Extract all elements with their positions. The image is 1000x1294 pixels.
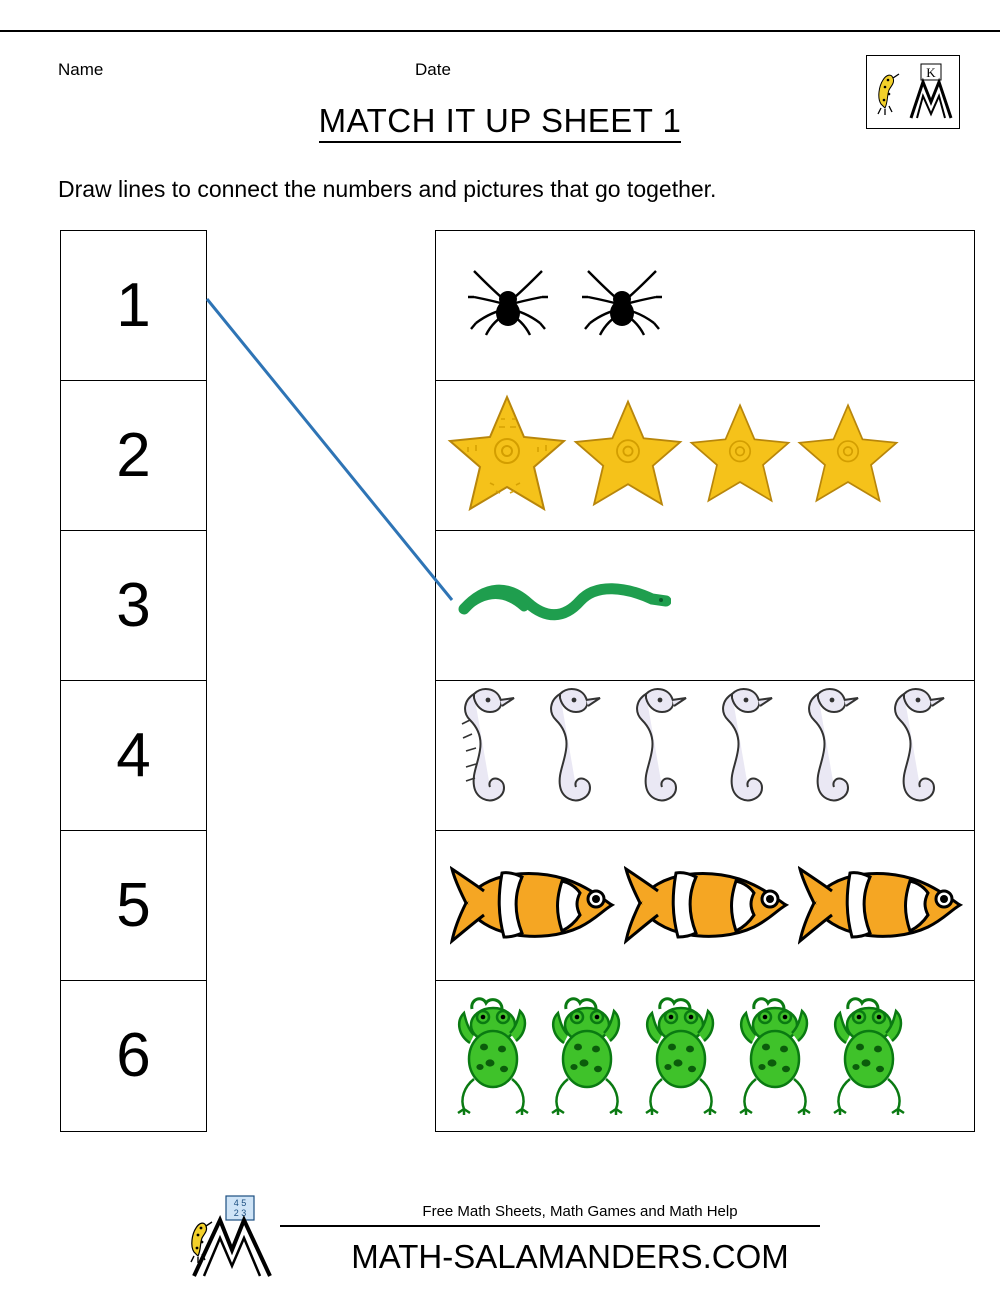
number-value: 3	[116, 570, 151, 640]
footer	[0, 1190, 1000, 1287]
seahorse-icon	[792, 678, 876, 833]
picture-cell-snake[interactable]	[436, 531, 974, 681]
picture-cell-frogs[interactable]	[436, 981, 974, 1131]
spider-icon	[466, 263, 550, 348]
frog-icon	[640, 991, 722, 1122]
pictures-column	[435, 230, 975, 1132]
number-cell[interactable]	[61, 381, 206, 531]
starfish-icon	[572, 394, 684, 517]
picture-cell-spiders[interactable]	[436, 231, 974, 381]
starfish-icon	[796, 398, 900, 513]
number-value: 1	[116, 270, 151, 340]
frog-icon	[734, 991, 816, 1122]
date-label: Date	[415, 60, 451, 79]
number-cell[interactable]	[61, 981, 206, 1131]
svg-text:2 3: 2 3	[233, 1208, 247, 1218]
number-cell[interactable]	[61, 531, 206, 681]
picture-cell-starfish[interactable]	[436, 381, 974, 531]
starfish-icon	[688, 398, 792, 513]
footer-brand: MATH-SALAMANDERS.COM	[351, 1238, 789, 1275]
footer-tagline: Free Math Sheets, Math Games and Math Help	[422, 1203, 738, 1220]
seahorse-icon	[448, 678, 532, 833]
number-value: 5	[116, 870, 151, 940]
snake-icon	[456, 575, 671, 636]
number-cell[interactable]	[61, 681, 206, 831]
clownfish-icon	[798, 851, 966, 960]
clownfish-icon	[624, 851, 792, 960]
number-value: 6	[116, 1021, 151, 1090]
starfish-icon	[446, 389, 568, 522]
svg-text:4 5: 4 5	[233, 1198, 247, 1208]
instructions-text: Draw lines to connect the numbers and pictures that go together.	[58, 176, 717, 202]
footer-logo-icon	[170, 1190, 830, 1282]
seahorse-icon	[620, 678, 704, 833]
picture-cell-seahorses[interactable]	[436, 681, 974, 831]
spider-icon	[580, 263, 664, 348]
page-title: MATCH IT UP SHEET 1	[0, 102, 1000, 140]
numbers-column	[60, 230, 207, 1132]
picture-cell-clownfish[interactable]	[436, 831, 974, 981]
frog-icon	[452, 991, 534, 1122]
top-divider	[0, 30, 1000, 32]
name-label: Name	[58, 60, 104, 79]
svg-text:K: K	[926, 65, 936, 80]
frog-icon	[546, 991, 628, 1122]
number-value: 2	[116, 420, 151, 490]
seahorse-icon	[534, 678, 618, 833]
number-cell[interactable]	[61, 231, 206, 381]
seahorse-icon	[878, 678, 962, 833]
number-value: 4	[116, 720, 151, 790]
seahorse-icon	[706, 678, 790, 833]
number-cell[interactable]	[61, 831, 206, 981]
frog-icon	[828, 991, 910, 1122]
clownfish-icon	[450, 851, 618, 960]
